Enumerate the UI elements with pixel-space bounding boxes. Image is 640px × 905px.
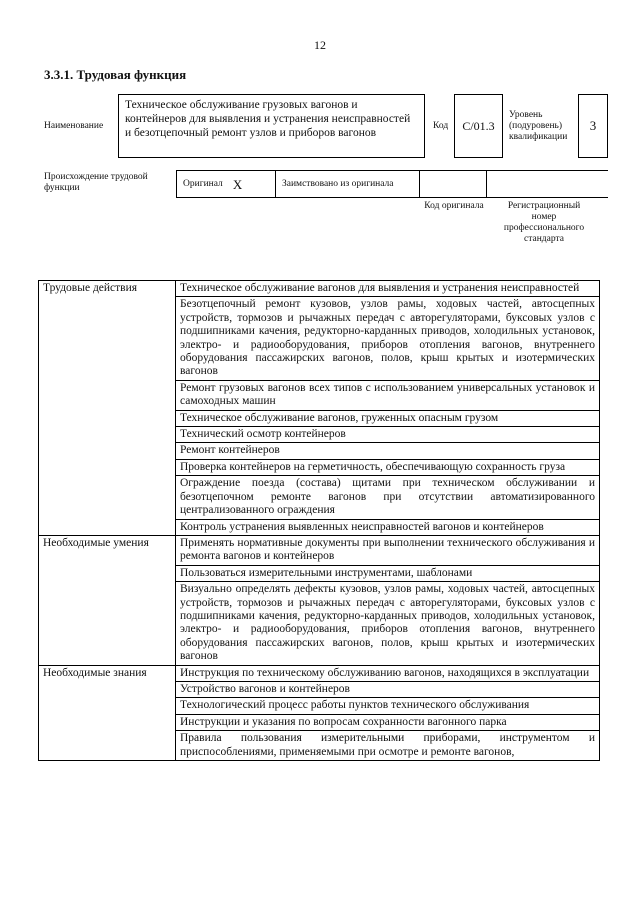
borrowed-label: Заимствовано из оригинала xyxy=(282,178,394,189)
original-label: Оригинал xyxy=(183,178,223,189)
list-item: Проверка контейнеров на герметичность, обеспечивающую сохранность груза xyxy=(176,459,600,475)
function-code: С/01.3 xyxy=(454,94,503,158)
list-item: Безотцепочный ремонт кузовов, узлов рамы, ходовых частей, автосцепных устройств, тормозов и рычажных передач с авторегуляторами, буксовых узлов с подшипниками качения, редукторно-карданных приводов, холодильных установок, электро- и радиооборудования, приборов отопления вагонов, внутреннего оборудования пассажирских вагонов, полов, крыш крытых и изотермических вагонов xyxy=(176,297,600,380)
table-row xyxy=(39,281,600,297)
list-item: Устройство вагонов и контейнеров xyxy=(176,681,600,697)
code-original-cell xyxy=(419,170,487,198)
list-item: Контроль устранения выявленных неисправностей вагонов и контейнеров xyxy=(176,519,600,535)
list-item: Применять нормативные документы при выполнении технического обслуживания и ремонта вагонов и контейнеров xyxy=(176,535,600,565)
list-item: Ремонт контейнеров xyxy=(176,443,600,459)
list-item: Правила пользования измерительными приборами, инструментом и приспособлениями, применяемыми при осмотре и ремонте вагонов, xyxy=(176,731,600,761)
reg-number-caption: Регистрационный номер профессионального стандарта xyxy=(503,201,585,244)
name-label: Наименование xyxy=(44,121,104,131)
function-name: Техническое обслуживание грузовых вагонов и контейнеров для выявления и устранения неисправностей и безотцепочный ремонт узлов и приборов вагонов xyxy=(118,94,425,158)
original-cell xyxy=(176,170,276,198)
qualification-level-label: Уровень (подуровень) квалификации xyxy=(509,110,568,142)
section-title: 3.3.1. Трудовая функция xyxy=(44,67,187,82)
list-item: Инструкция по техническому обслуживанию вагонов, находящихся в эксплуатации xyxy=(176,665,600,681)
function-table xyxy=(38,280,600,761)
table-row xyxy=(39,665,600,681)
list-item: Технический осмотр контейнеров xyxy=(176,427,600,443)
list-item: Ремонт грузовых вагонов всех типов с использованием универсальных установок и самоходных машин xyxy=(176,380,600,410)
list-item: Технологический процесс работы пунктов технического обслуживания xyxy=(176,698,600,714)
section-label-actions: Трудовые действия xyxy=(39,281,176,536)
reg-number-cell xyxy=(486,170,608,198)
list-item: Техническое обслуживание вагонов для выявления и устранения неисправностей xyxy=(176,281,600,297)
original-mark: X xyxy=(232,176,243,192)
section-label-knowledge: Необходимые знания xyxy=(39,665,176,760)
section-label-skills: Необходимые умения xyxy=(39,535,176,665)
table-row xyxy=(39,535,600,565)
code-label: Код xyxy=(433,121,449,131)
qualification-level: 3 xyxy=(578,94,608,158)
borrowed-cell xyxy=(275,170,420,198)
list-item: Визуально определять дефекты кузовов, узлов рамы, ходовых частей, автосцепных устройств, тормозов и рычажных передач с авторегуляторами, буксовых узлов с подшипниками качения, редукторно-карданных приводов, холодильных установок, электро- и радиооборудования, приборов отопления вагонов, внутреннего оборудования пассажирских вагонов, полов, крыш крытых и изотермических вагонов xyxy=(176,582,600,665)
page-number: 12 xyxy=(314,38,326,52)
code-original-caption: Код оригинала xyxy=(424,201,484,211)
list-item: Инструкции и указания по вопросам сохранности вагонного парка xyxy=(176,714,600,730)
origin-label: Происхождение трудовой функции xyxy=(44,172,148,193)
list-item: Техническое обслуживание вагонов, груженных опасным грузом xyxy=(176,410,600,426)
origin-grid xyxy=(176,170,608,198)
list-item: Ограждение поезда (состава) щитами при техническом обслуживании и безотцепочном ремонте вагонов при отсутствии автоматизированного централизованного ограждения xyxy=(176,476,600,519)
list-item: Пользоваться измерительными инструментами, шаблонами xyxy=(176,565,600,581)
